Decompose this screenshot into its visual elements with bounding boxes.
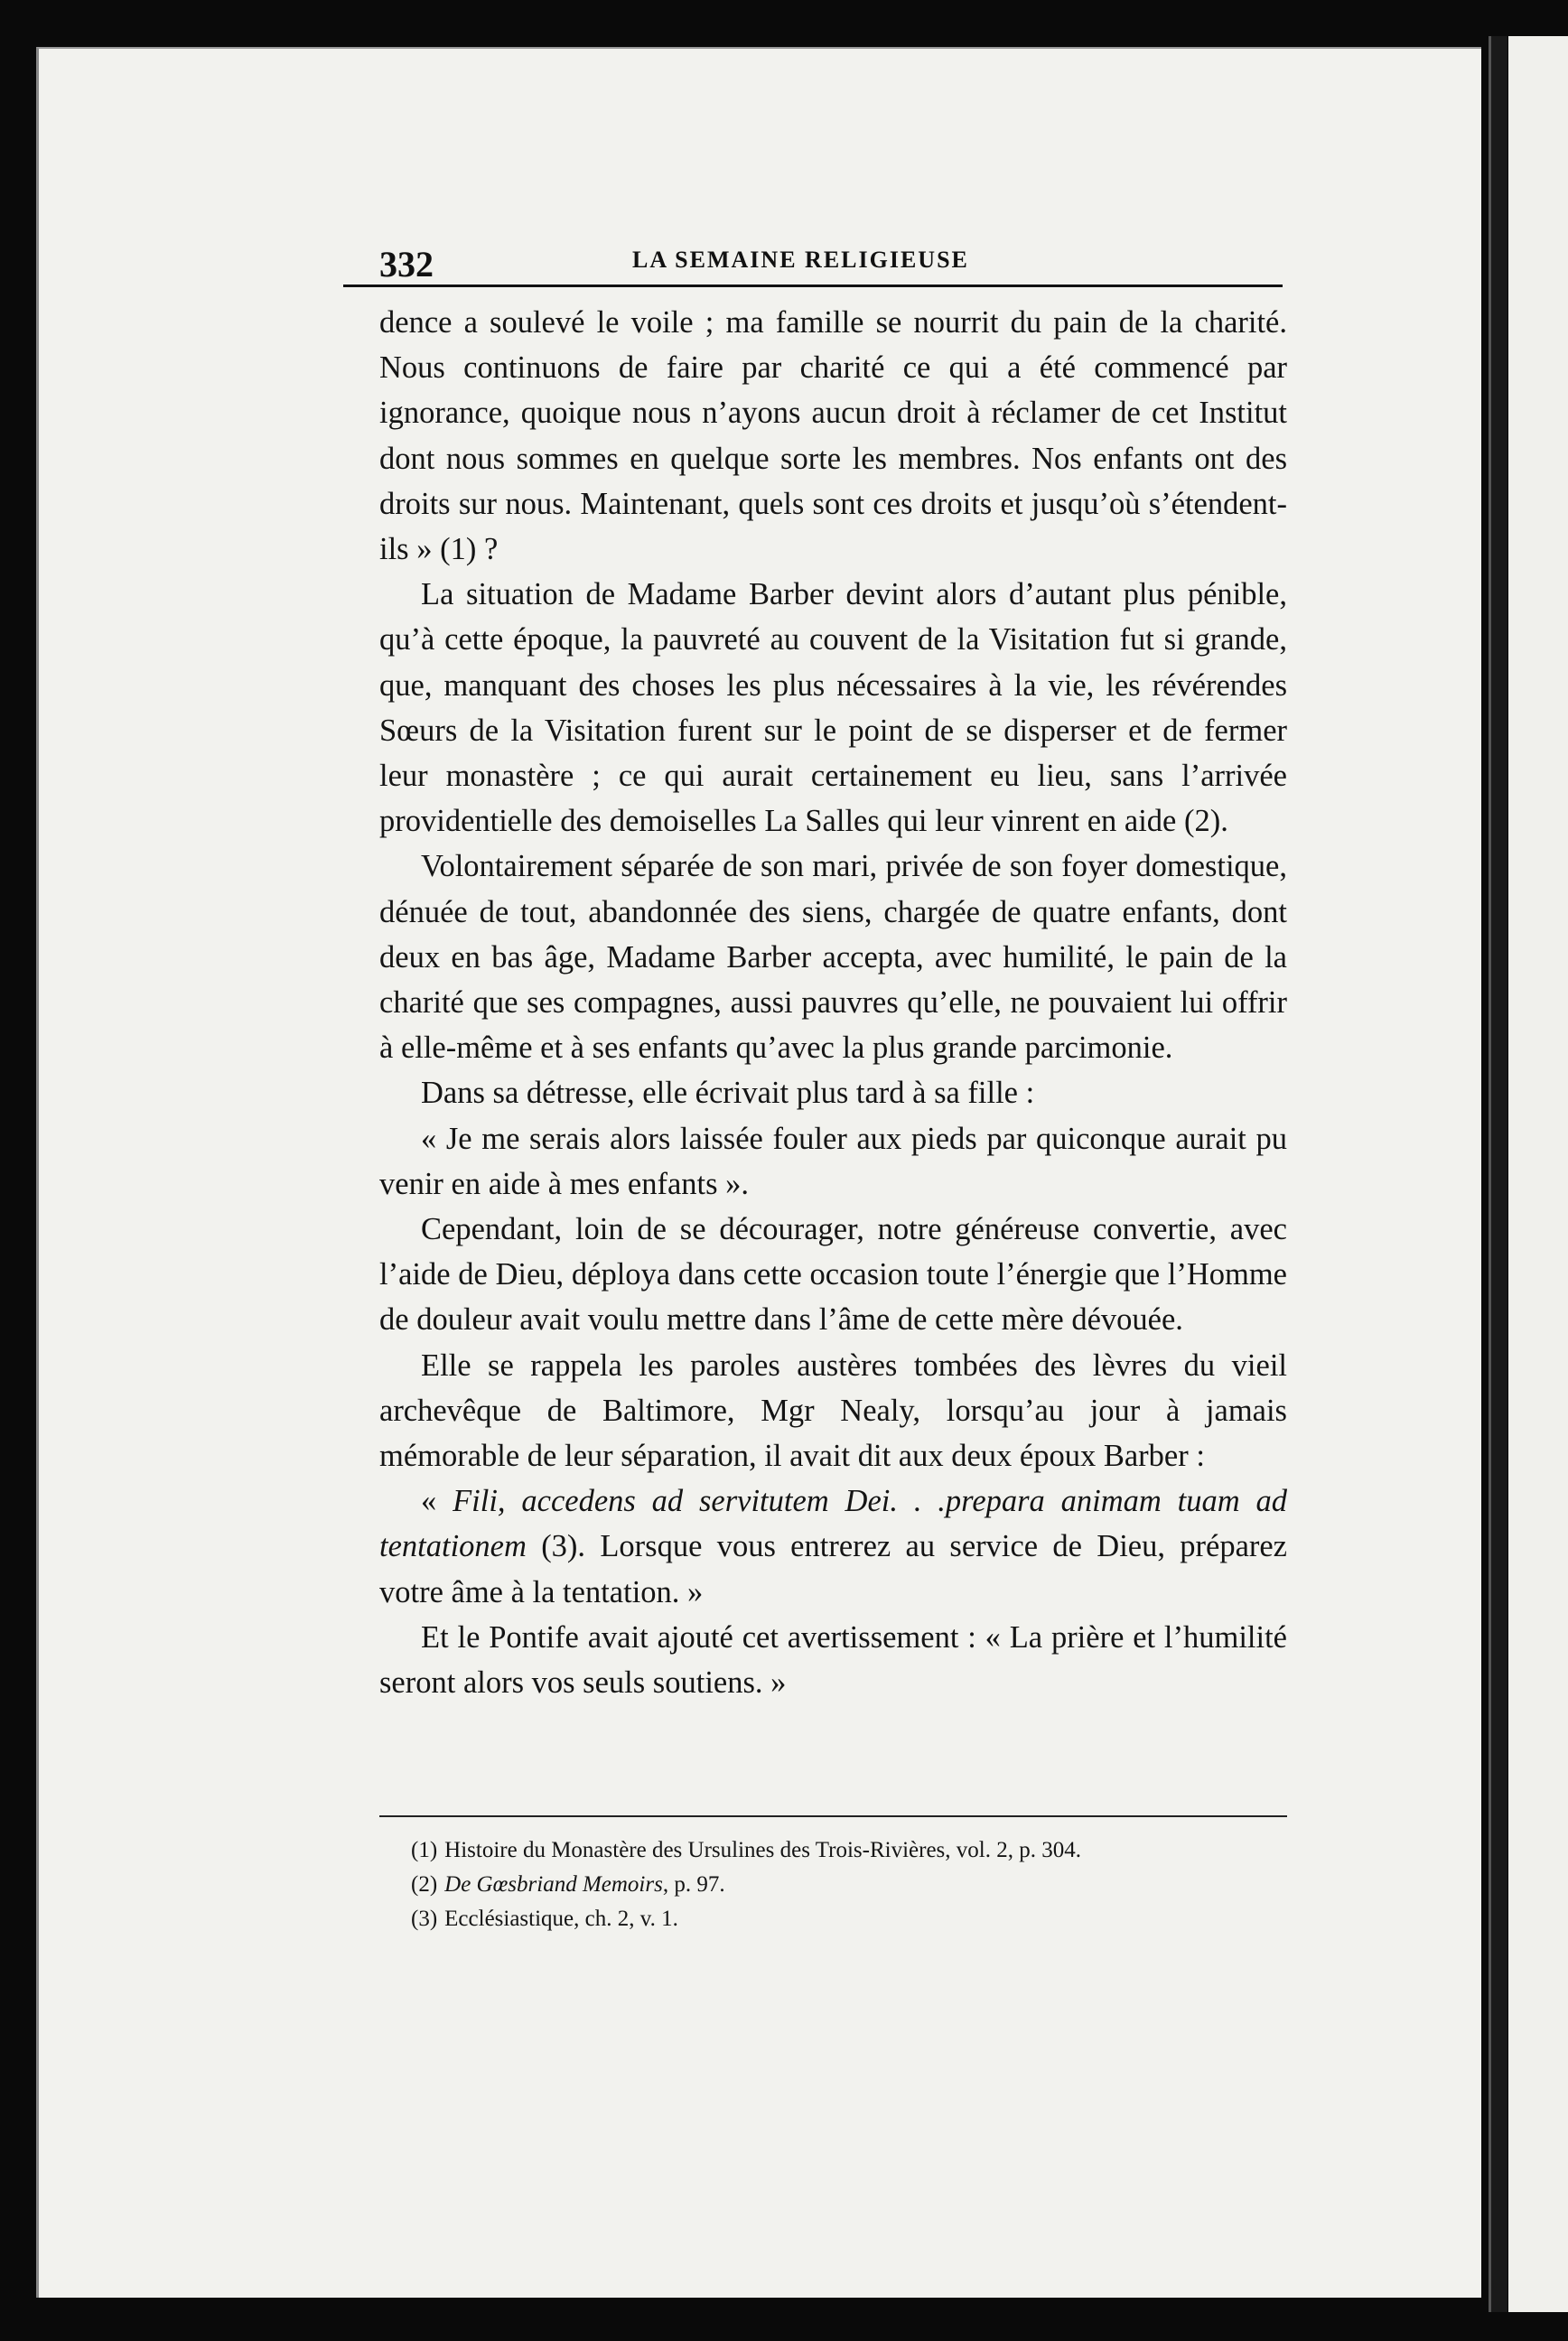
running-title: LA SEMAINE RELIGIEUSE: [632, 247, 969, 273]
paragraph-7: Elle se rappela les paroles austères tombées des lèvres du vieil archevêque de Baltimore, Mgr Nealy, lorsqu’au jour à jamais mémorable de leur séparation, il avait dit aux deux époux Barber :: [379, 1348, 1287, 1474]
paragraph-9: Et le Pontife avait ajouté cet avertissement : « La prière et l’humilité seront alors vos seuls soutiens. »: [379, 1619, 1287, 1701]
footnote-divider: [379, 1815, 1287, 1817]
footnote-3-label: (3): [411, 1907, 438, 1931]
footnote-3-text: Ecclésiastique, ch. 2, v. 1.: [444, 1907, 678, 1931]
next-page-edge: [1508, 36, 1568, 2312]
paragraph-3: Volontairement séparée de son mari, privée de son foyer domestique, dénuée de tout, abandonnée des siens, chargée de quatre enfants, dont deux en bas âge, Madame Barber accepta, avec humilité, le pain de la charité que ses compagnes, aussi pauvres qu’elle, ne pouvaient lui offrir à elle-même et à ses enfants qu’avec la plus grande parcimonie.: [379, 849, 1287, 1066]
footnote-2-title: De Gœsbriand Memoirs: [444, 1872, 663, 1897]
latin-quotation: Fili, accedens ad servitutem Dei. . .prepara animam tuam ad tentationem: [379, 1484, 1287, 1564]
body-text: [379, 300, 1287, 1705]
paragraph-2: La situation de Madame Barber devint alors d’autant plus pénible, qu’à cette époque, la pauvreté au couvent de la Visitation fut si grande, que, manquant des choses les plus nécessaires à la vie, les révérendes Sœurs de la Visitation furent sur le point de se disperser et de fermer leur monastère ; ce qui aurait certainement eu lieu, sans l’arrivée providentielle des demoiselles La Salles qui leur vinrent en aide (2).: [379, 577, 1287, 839]
footnote-2: [411, 1868, 1278, 1902]
footnotes: [411, 1833, 1278, 1936]
quote-translation: (3). Lorsque vous entrerez au service de Dieu, préparez votre âme à la tentation. »: [379, 1529, 1287, 1609]
page-gutter-shadow: [1489, 36, 1507, 2312]
footnote-1-text: Histoire du Monastère des Ursulines des Trois-Rivières, vol. 2, p. 304.: [444, 1838, 1081, 1862]
page-number: 332: [379, 244, 434, 284]
paragraph-5-quote: « Je me serais alors laissée fouler aux pieds par quiconque aurait pu venir en aide à mes enfants ».: [379, 1121, 1287, 1201]
paragraph-6: Cependant, loin de se décourager, notre généreuse convertie, avec l’aide de Dieu, déploya dans cette occasion toute l’énergie que l’Homme de douleur avait voulu mettre dans l’âme de cette mère dévouée.: [379, 1212, 1287, 1338]
quote-open: «: [421, 1484, 453, 1519]
footnote-3: [411, 1902, 1278, 1936]
footnote-2-label: (2): [411, 1872, 438, 1897]
paragraph-8-latin-quote: [379, 1478, 1287, 1615]
paragraph-4: Dans sa détresse, elle écrivait plus tard à sa fille :: [421, 1076, 1035, 1111]
footnote-1: [411, 1833, 1278, 1868]
paragraph-1: dence a soulevé le voile ; ma famille se nourrit du pain de la charité. Nous continuons de faire par charité ce qui a été commencé par ignorance, quoique nous n’ayons aucun droit à réclamer de cet Institut dont nous sommes en quelque sorte les membres. Nos enfants ont des droits sur nous. Maintenant, quels sont ces droits et jusqu’où s’étendent-ils » (1) ?: [379, 305, 1287, 567]
page-header: [343, 230, 1283, 287]
footnote-1-label: (1): [411, 1838, 438, 1862]
footnote-2-text: , p. 97.: [662, 1872, 725, 1897]
